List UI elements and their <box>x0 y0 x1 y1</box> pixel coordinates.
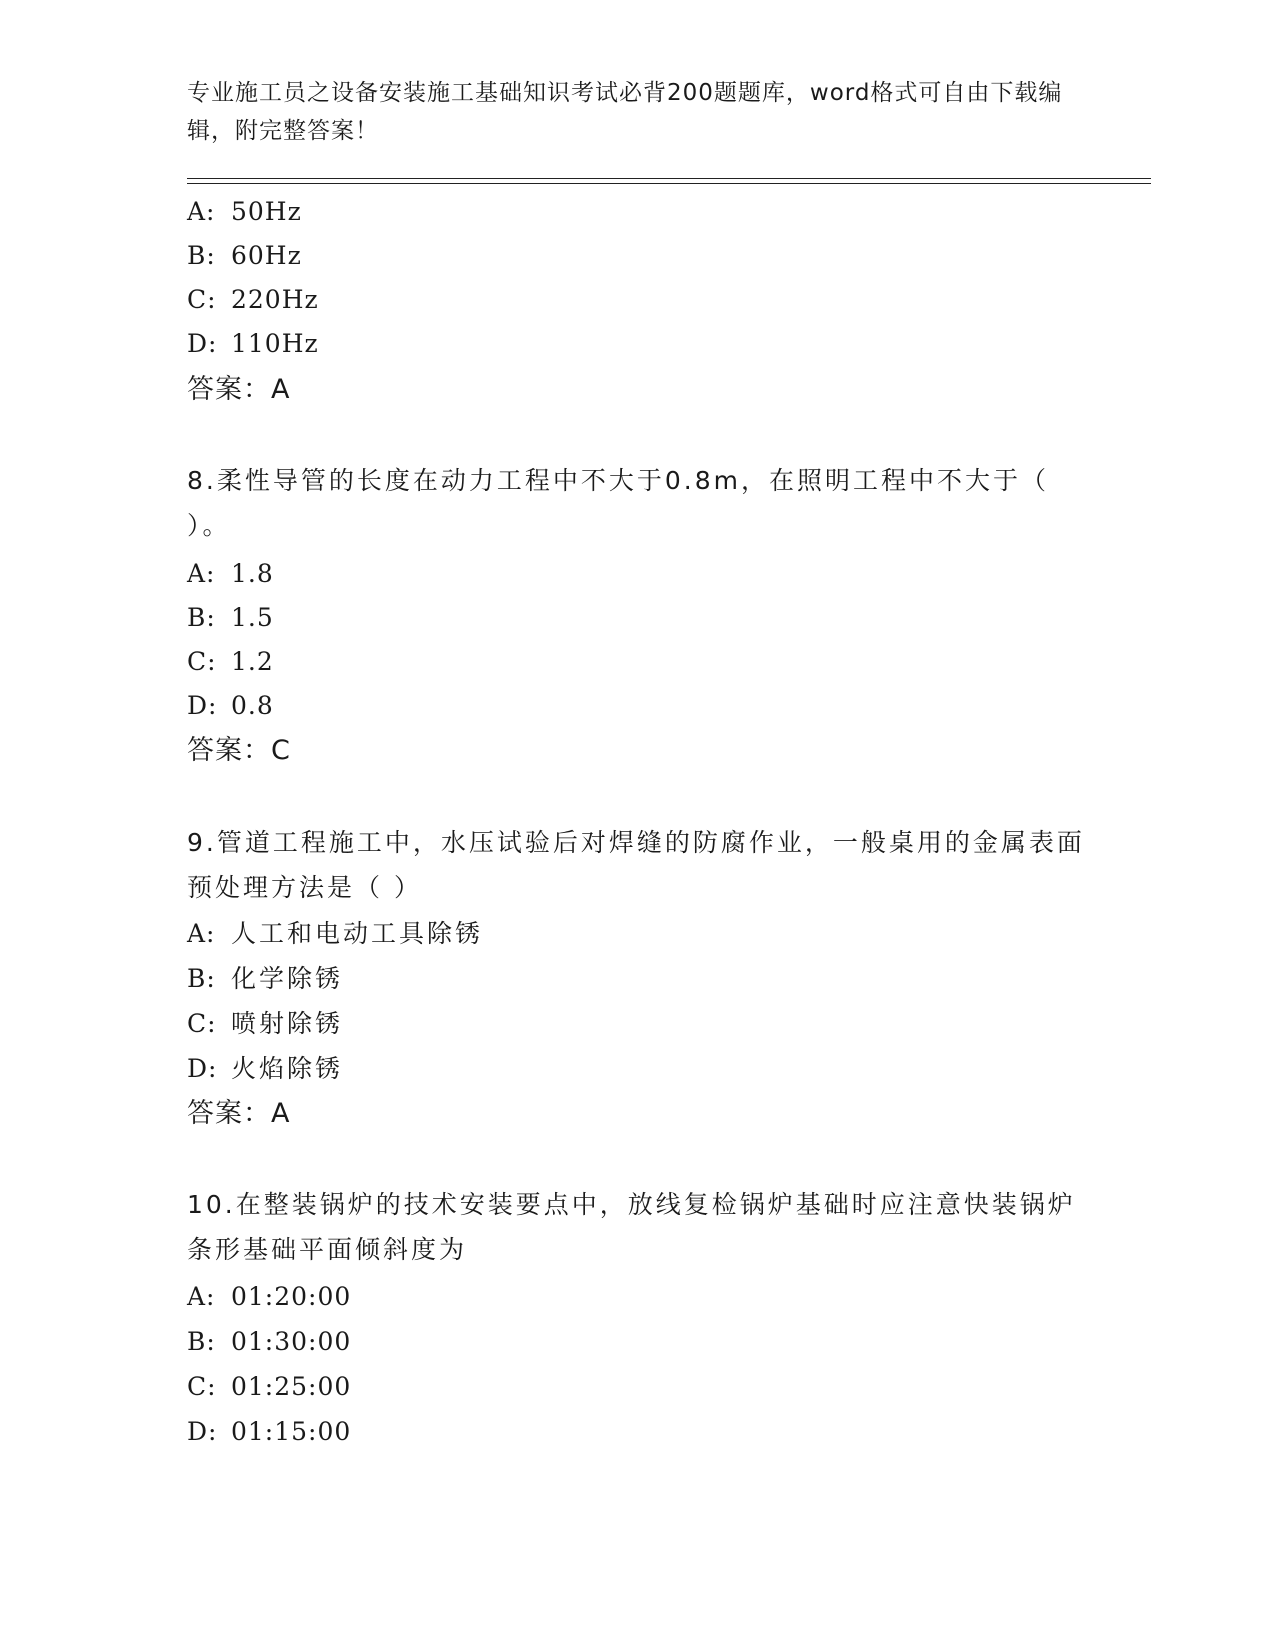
option-text: 1.2 <box>231 647 274 676</box>
option-text: 喷射除锈 <box>231 1009 344 1038</box>
option-key: C: <box>187 285 217 314</box>
header-divider-top <box>187 178 1151 179</box>
q10-option-d <box>187 1415 351 1449</box>
option-key: D: <box>187 1417 218 1446</box>
option-key: A: <box>187 1282 216 1311</box>
q10-option-c <box>187 1370 351 1404</box>
q10-option-b <box>187 1325 351 1359</box>
option-key: C: <box>187 647 217 676</box>
q7-option-c <box>187 283 319 317</box>
q8-option-a <box>187 557 274 591</box>
q9-option-a <box>187 917 483 951</box>
q7-answer: 答案：A <box>187 374 291 405</box>
option-key: D: <box>187 691 218 720</box>
option-text: 人工和电动工具除锈 <box>231 919 484 948</box>
option-key: A: <box>187 197 216 226</box>
option-text: 50Hz <box>231 197 302 226</box>
q9-option-d <box>187 1052 343 1086</box>
q8-question: 8.柔性导管的长度在动力工程中不大于0.8m，在照明工程中不大于（ ）。 <box>187 466 1049 540</box>
option-key: A: <box>187 919 216 948</box>
option-key: C: <box>187 1009 217 1038</box>
option-text: 01:25:00 <box>231 1372 352 1401</box>
q9-option-b <box>187 962 343 996</box>
option-text: 火焰除锈 <box>231 1054 344 1083</box>
q9-question: 9.管道工程施工中，水压试验后对焊缝的防腐作业，一般桌用的金属表面预处理方法是（ ） <box>187 828 1085 902</box>
option-text: 220Hz <box>231 285 319 314</box>
option-key: C: <box>187 1372 217 1401</box>
q7-option-d <box>187 327 319 361</box>
q8-answer: 答案：C <box>187 735 291 766</box>
option-text: 01:30:00 <box>231 1327 352 1356</box>
q7-option-b <box>187 239 302 273</box>
option-text: 1.5 <box>231 603 274 632</box>
option-text: 110Hz <box>231 329 319 358</box>
q7-option-a <box>187 195 302 229</box>
q9-option-c <box>187 1007 343 1041</box>
option-key: D: <box>187 329 218 358</box>
q10-question: 10.在整装锅炉的技术安装要点中，放线复检锅炉基础时应注意快装锅炉条形基础平面倾斜度为 <box>187 1190 1076 1264</box>
option-text: 化学除锈 <box>231 964 344 993</box>
q8-option-b <box>187 601 274 635</box>
document-header: 专业施工员之设备安装施工基础知识考试必背200题题库，word格式可自由下载编辑，附完整答案！ <box>187 80 1063 144</box>
option-text: 60Hz <box>231 241 302 270</box>
option-key: B: <box>187 241 216 270</box>
option-key: B: <box>187 1327 216 1356</box>
option-key: D: <box>187 1054 218 1083</box>
q9-answer: 答案：A <box>187 1098 291 1129</box>
option-text: 0.8 <box>231 691 274 720</box>
q8-option-c <box>187 645 274 679</box>
q10-option-a <box>187 1280 351 1314</box>
option-key: B: <box>187 603 216 632</box>
q8-option-d <box>187 689 274 723</box>
option-key: B: <box>187 964 216 993</box>
option-key: A: <box>187 559 216 588</box>
option-text: 01:20:00 <box>231 1282 352 1311</box>
option-text: 01:15:00 <box>231 1417 352 1446</box>
header-divider-bottom <box>187 183 1151 184</box>
option-text: 1.8 <box>231 559 274 588</box>
